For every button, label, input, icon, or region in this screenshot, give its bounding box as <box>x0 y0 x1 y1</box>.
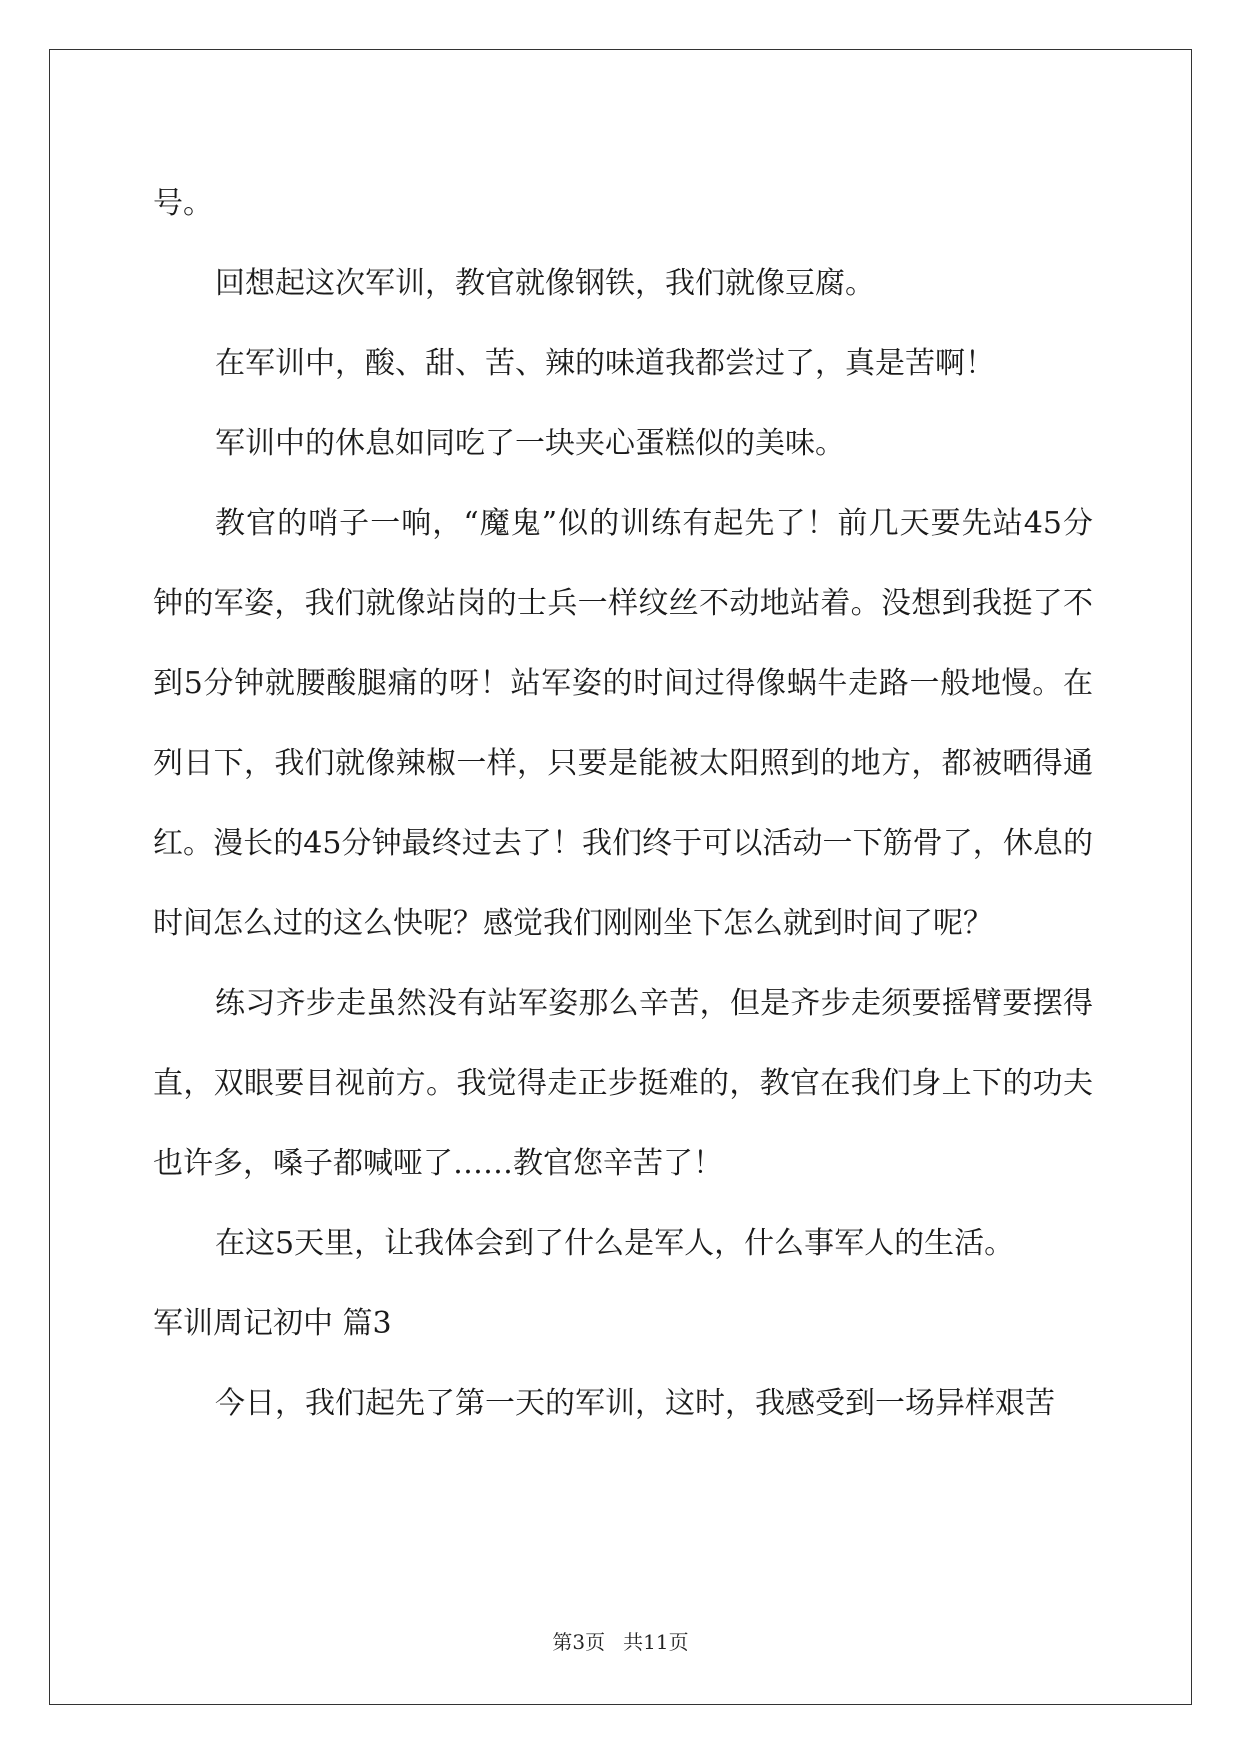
paragraph-2: 回想起这次军训，教官就像钢铁，我们就像豆腐。 <box>215 266 875 301</box>
paragraph-7: 在这5天里，让我体会到了什么是军人，什么事军人的生活。 <box>215 1226 1015 1261</box>
paragraph-6: 练习齐步走虽然没有站军姿那么辛苦，但是齐步走须要摇臂要摆得直，双眼要目视前方。我觉得走正步挺难的，教官在我们身上下的功夫也许多，嗓子都喊哑了……教官您辛苦了！ <box>153 986 1093 1181</box>
paragraph-1: 号。 <box>153 186 213 221</box>
paragraph-5: 教官的哨子一响，“魔鬼”似的训练有起先了！前几天要先站45分钟的军姿，我们就像站岗的士兵一样纹丝不动地站着。没想到我挺了不到5分钟就腰酸腿痛的呀！站军姿的时间过得像蜗牛走路一般地慢。在列日下，我们就像辣椒一样，只要是能被太阳照到的地方，都被晒得通红。漫长的45分钟最终过去了！我们终于可以活动一下筋骨了，休息的时间怎么过的这么快呢？感觉我们刚刚坐下怎么就到时间了呢？ <box>153 506 1093 941</box>
page-footer <box>0 1630 1241 1654</box>
document-body <box>153 164 1093 1444</box>
paragraph-4: 军训中的休息如同吃了一块夹心蛋糕似的美味。 <box>215 426 845 461</box>
paragraph-9: 今日，我们起先了第一天的军训，这时，我感受到一场异样艰苦 <box>215 1386 1055 1421</box>
page-total: 共11页 <box>623 1630 689 1654</box>
paragraph-3: 在军训中，酸、甜、苦、辣的味道我都尝过了，真是苦啊！ <box>215 346 995 381</box>
page-number: 第3页 <box>552 1630 606 1654</box>
section-heading: 军训周记初中 篇3 <box>153 1306 392 1341</box>
